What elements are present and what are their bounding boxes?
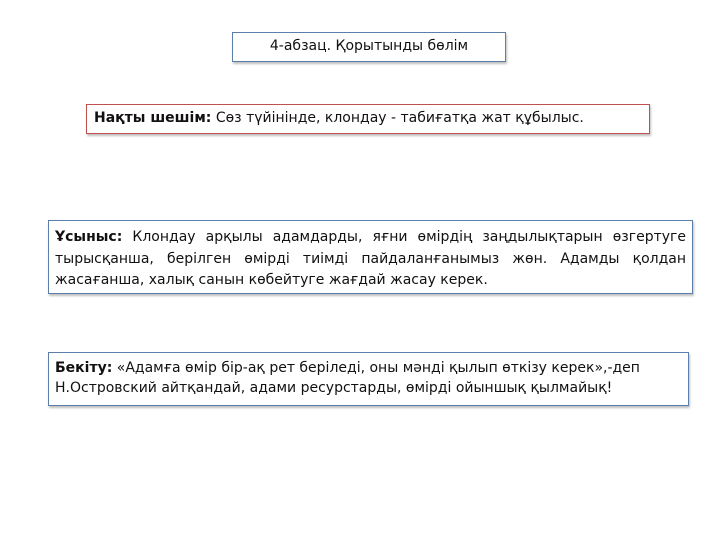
confirmation-label: Бекіту: <box>55 360 113 376</box>
section-title-box <box>232 32 506 62</box>
solution-label: Нақты шешім: <box>94 110 212 126</box>
proposal-label: Ұсыныс: <box>55 229 123 245</box>
confirmation-text: «Адамға өмір бір-ақ рет беріледі, оны мәнді қылып өткізу керек»,-деп Н.Островский айтқандай, адами ресурстарды, өмірді ойыншық қылмайық! <box>55 360 640 396</box>
section-title: 4-абзац. Қорытынды бөлім <box>269 38 469 54</box>
proposal-text: Клондау арқылы адамдарды, яғни өмірдің заңдылықтарын өзгертуге тырысқанша, берілген өмірді тиімді пайдаланғанымыз жөн. Адамды қолдан жасағанша, халық санын көбейтуге жағдай жасау керек. <box>55 229 686 288</box>
proposal-box <box>48 220 693 294</box>
confirmation-box <box>48 352 689 406</box>
solution-text: Сөз түйінінде, клондау - табиғатқа жат құбылыс. <box>211 110 584 126</box>
solution-box <box>86 104 650 134</box>
